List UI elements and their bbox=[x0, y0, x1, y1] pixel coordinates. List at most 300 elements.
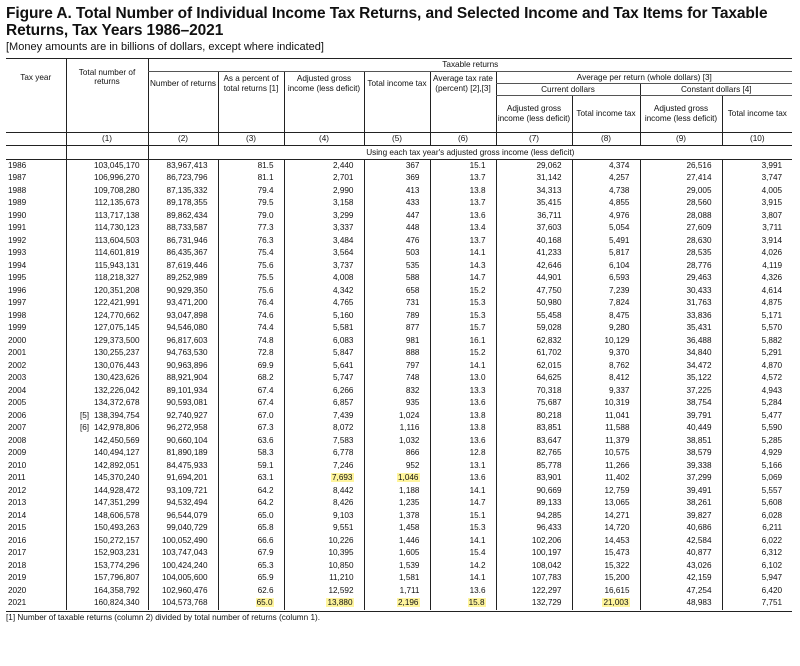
cell-value: 87,619,446 bbox=[166, 260, 208, 270]
cell-value: 144,928,472 bbox=[93, 485, 140, 495]
cell-col-5 bbox=[364, 547, 430, 560]
cell-col-9 bbox=[640, 222, 722, 235]
cell-col-1 bbox=[66, 222, 148, 235]
cell-value: 797 bbox=[405, 360, 420, 370]
cell-col-4 bbox=[284, 210, 364, 223]
cell-value: 48,983 bbox=[686, 598, 712, 607]
document-page bbox=[6, 5, 794, 622]
table-row bbox=[6, 347, 792, 360]
cell-value: 104,573,768 bbox=[161, 598, 208, 607]
cell-value: 142,892,051 bbox=[93, 460, 140, 470]
cell-col-7 bbox=[496, 522, 572, 535]
cell-value: 39,791 bbox=[686, 410, 712, 420]
cell-value: 64,625 bbox=[536, 373, 562, 382]
cell-value: 81.1 bbox=[257, 173, 274, 182]
cell-value: 13.4 bbox=[469, 223, 486, 232]
cell-col-2 bbox=[148, 235, 218, 248]
column-number: (10) bbox=[722, 132, 792, 145]
cell-value: 6,102 bbox=[761, 560, 783, 570]
cell-value: 4,374 bbox=[609, 160, 630, 170]
cell-value: 6,083 bbox=[333, 335, 354, 345]
cell-col-2 bbox=[148, 297, 218, 310]
cell-value: 26,516 bbox=[686, 160, 712, 170]
cell-value: 88,733,587 bbox=[166, 223, 208, 232]
table-row bbox=[6, 210, 792, 223]
cell-value: 130,076,443 bbox=[93, 360, 140, 370]
cell-col-7 bbox=[496, 285, 572, 298]
cell-col-9 bbox=[640, 560, 722, 573]
cell-col-10 bbox=[722, 297, 792, 310]
cell-col-4 bbox=[284, 510, 364, 523]
cell-col-1 bbox=[66, 172, 148, 185]
cell-col-5 bbox=[364, 260, 430, 273]
cell-col-3 bbox=[218, 560, 284, 573]
cell-col-6 bbox=[430, 472, 496, 485]
cell-col-4 bbox=[284, 285, 364, 298]
cell-value: 108,042 bbox=[531, 560, 562, 570]
cell-col-10 bbox=[722, 235, 792, 248]
cell-value: 9,370 bbox=[609, 348, 630, 357]
cell-col-3 bbox=[218, 460, 284, 473]
table-row bbox=[6, 485, 792, 498]
cell-tax-year: 2006 bbox=[8, 410, 27, 420]
cell-value: 13.7 bbox=[469, 173, 486, 182]
cell-value: 5,171 bbox=[761, 310, 783, 320]
cell-value: 64.2 bbox=[257, 498, 274, 507]
income-tax-table bbox=[6, 58, 792, 610]
cell-value: 94,546,080 bbox=[166, 323, 208, 332]
cell-col-2 bbox=[148, 485, 218, 498]
cell-value: 13.8 bbox=[469, 185, 486, 195]
cell-tax-year: 2004 bbox=[8, 385, 27, 395]
cell-col-9 bbox=[640, 159, 722, 172]
cell-col-5 bbox=[364, 597, 430, 610]
cell-col-8 bbox=[572, 310, 640, 323]
cell-value: 5,477 bbox=[761, 410, 783, 420]
cell-value: 4,257 bbox=[609, 173, 630, 182]
cell-value: 13.6 bbox=[469, 435, 486, 445]
cell-col-2 bbox=[148, 547, 218, 560]
cell-tax-year: 1992 bbox=[8, 235, 27, 245]
cell-tax-year: 1996 bbox=[8, 285, 27, 295]
cell-col-7 bbox=[496, 159, 572, 172]
cell-col-4 bbox=[284, 235, 364, 248]
cell-value: 1,378 bbox=[399, 510, 420, 520]
cell-value: 748 bbox=[405, 373, 420, 382]
cell-col-9 bbox=[640, 347, 722, 360]
cell-col-2 bbox=[148, 422, 218, 435]
cell-col-9 bbox=[640, 510, 722, 523]
cell-col-9 bbox=[640, 460, 722, 473]
cell-col-1 bbox=[66, 560, 148, 573]
cell-col-8 bbox=[572, 485, 640, 498]
cell-value: 535 bbox=[405, 260, 420, 270]
table-row bbox=[6, 460, 792, 473]
cell-col-5 bbox=[364, 372, 430, 385]
cell-col-7 bbox=[496, 572, 572, 585]
cell-value: 3,299 bbox=[333, 210, 354, 220]
cell-col-1 bbox=[66, 485, 148, 498]
cell-value: 2,196 bbox=[398, 598, 419, 607]
cell-col-10 bbox=[722, 322, 792, 335]
cell-col-10 bbox=[722, 210, 792, 223]
cell-value: 28,560 bbox=[686, 198, 712, 207]
cell-col-2 bbox=[148, 360, 218, 373]
cell-value: 5,641 bbox=[333, 360, 354, 370]
cell-value: 7,246 bbox=[333, 460, 354, 470]
cell-col-4 bbox=[284, 547, 364, 560]
cell-value: 10,129 bbox=[604, 335, 630, 345]
table-row bbox=[6, 335, 792, 348]
cell-value: 2,990 bbox=[333, 185, 354, 195]
cell-col-5 bbox=[364, 360, 430, 373]
cell-col-9 bbox=[640, 472, 722, 485]
cell-tax-year: 1995 bbox=[8, 273, 27, 282]
cell-col-7 bbox=[496, 547, 572, 560]
cell-tax-year: 2017 bbox=[8, 548, 27, 557]
cell-col-8 bbox=[572, 347, 640, 360]
cell-value: 112,135,673 bbox=[94, 198, 140, 207]
cell-value: 503 bbox=[405, 248, 420, 257]
cell-col-10 bbox=[722, 447, 792, 460]
cell-col-4 bbox=[284, 335, 364, 348]
cell-col-3 bbox=[218, 272, 284, 285]
cell-col-7 bbox=[496, 460, 572, 473]
cell-col-10 bbox=[722, 372, 792, 385]
cell-value: 15,200 bbox=[604, 573, 630, 582]
cell-value: 13.0 bbox=[469, 373, 486, 382]
column-number: (3) bbox=[218, 132, 284, 145]
cell-col-7 bbox=[496, 235, 572, 248]
cell-tax-year: 2010 bbox=[8, 460, 27, 470]
cell-col-10 bbox=[722, 247, 792, 260]
cell-value: 28,776 bbox=[686, 260, 712, 270]
cell-col-2 bbox=[148, 560, 218, 573]
cell-tax-year: 2021 bbox=[8, 598, 27, 607]
cell-col-1 bbox=[66, 385, 148, 398]
cell-value: 120,351,208 bbox=[93, 285, 140, 295]
table-row bbox=[6, 197, 792, 210]
cell-col-4 bbox=[284, 260, 364, 273]
cell-value: 67.4 bbox=[257, 385, 274, 395]
cell-col-2 bbox=[148, 172, 218, 185]
cell-value: 14.1 bbox=[469, 535, 486, 545]
header-constant-tax: Total income tax bbox=[722, 96, 792, 133]
cell-col-2 bbox=[148, 535, 218, 548]
table-row bbox=[6, 385, 792, 398]
cell-tax-year: 2002 bbox=[8, 360, 27, 370]
cell-value: 86,731,946 bbox=[166, 235, 208, 245]
cell-col-2 bbox=[148, 372, 218, 385]
cell-col-7 bbox=[496, 447, 572, 460]
cell-value: 145,370,240 bbox=[93, 473, 140, 482]
cell-col-8 bbox=[572, 335, 640, 348]
cell-value: 4,572 bbox=[761, 373, 783, 382]
cell-col-4 bbox=[284, 272, 364, 285]
cell-value: 94,763,530 bbox=[166, 348, 208, 357]
cell-value: 36,488 bbox=[686, 335, 712, 345]
cell-value: 6,022 bbox=[761, 535, 783, 545]
cell-value: 7,693 bbox=[332, 473, 353, 482]
cell-value: 14.1 bbox=[469, 573, 486, 582]
table-row bbox=[6, 447, 792, 460]
cell-value: 113,604,503 bbox=[94, 235, 140, 245]
cell-value: 37,603 bbox=[536, 223, 562, 232]
footnote: [1] Number of taxable returns (column 2) divided by total number of returns (column 1). bbox=[6, 611, 792, 622]
cell-col-5 bbox=[364, 235, 430, 248]
cell-col-2 bbox=[148, 497, 218, 510]
cell-value: 3,807 bbox=[761, 210, 783, 220]
cell-value: 89,252,989 bbox=[166, 273, 208, 282]
table-body bbox=[6, 159, 792, 610]
cell-col-1 bbox=[66, 372, 148, 385]
cell-value: 11,588 bbox=[605, 423, 630, 432]
table-row bbox=[6, 272, 792, 285]
cell-value: 76.3 bbox=[257, 235, 274, 245]
cell-col-2 bbox=[148, 510, 218, 523]
cell-value: 15.2 bbox=[469, 348, 486, 357]
cell-col-9 bbox=[640, 247, 722, 260]
cell-tax-year: 1999 bbox=[8, 323, 27, 332]
cell-value: 1,024 bbox=[399, 410, 420, 420]
cell-col-9 bbox=[640, 310, 722, 323]
cell-col-7 bbox=[496, 322, 572, 335]
cell-value: 1,711 bbox=[399, 585, 420, 595]
cell-tax-year: 2009 bbox=[8, 448, 27, 457]
cell-value: 90,929,350 bbox=[166, 285, 208, 295]
table-row bbox=[6, 472, 792, 485]
cell-col-3 bbox=[218, 535, 284, 548]
cell-col-2 bbox=[148, 585, 218, 598]
cell-value: 34,313 bbox=[536, 185, 562, 195]
cell-col-5 bbox=[364, 385, 430, 398]
cell-col-9 bbox=[640, 335, 722, 348]
figure-subtitle: [Money amounts are in billions of dollars, except where indicated] bbox=[6, 41, 324, 53]
cell-col-8 bbox=[572, 272, 640, 285]
cell-value: 13.6 bbox=[469, 473, 486, 482]
cell-col-7 bbox=[496, 172, 572, 185]
cell-col-8 bbox=[572, 447, 640, 460]
cell-col-4 bbox=[284, 485, 364, 498]
cell-col-7 bbox=[496, 497, 572, 510]
cell-col-2 bbox=[148, 335, 218, 348]
cell-value: 5,284 bbox=[761, 398, 783, 407]
cell-col-6 bbox=[430, 535, 496, 548]
cell-col-3 bbox=[218, 335, 284, 348]
cell-value: 6,266 bbox=[333, 385, 354, 395]
cell-col-4 bbox=[284, 247, 364, 260]
cell-value: 448 bbox=[405, 223, 420, 232]
cell-col-8 bbox=[572, 159, 640, 172]
cell-value: 102,960,476 bbox=[161, 585, 208, 595]
cell-col-6 bbox=[430, 497, 496, 510]
cell-value: 13,880 bbox=[327, 598, 353, 607]
cell-value: 3,915 bbox=[761, 198, 783, 207]
cell-col-5 bbox=[364, 210, 430, 223]
cell-value: 13.6 bbox=[469, 398, 486, 407]
cell-value: 89,101,934 bbox=[166, 385, 208, 395]
cell-value: 10,319 bbox=[604, 398, 630, 407]
cell-col-4 bbox=[284, 197, 364, 210]
cell-value: 29,463 bbox=[686, 273, 712, 282]
cell-value: 15,322 bbox=[604, 560, 630, 570]
cell-col-2 bbox=[148, 185, 218, 198]
cell-col-3 bbox=[218, 297, 284, 310]
cell-col-5 bbox=[364, 472, 430, 485]
cell-col-4 bbox=[284, 472, 364, 485]
cell-col-3 bbox=[218, 285, 284, 298]
cell-value: 70,318 bbox=[536, 385, 562, 395]
cell-col-5 bbox=[364, 535, 430, 548]
cell-col-8 bbox=[572, 510, 640, 523]
cell-value: 79.5 bbox=[257, 198, 274, 207]
cell-col-4 bbox=[284, 385, 364, 398]
cell-value: 14.7 bbox=[469, 498, 486, 507]
cell-tax-year: 2019 bbox=[8, 573, 27, 582]
cell-value: 28,535 bbox=[686, 248, 712, 257]
cell-value: 413 bbox=[405, 185, 420, 195]
cell-value: 42,646 bbox=[536, 260, 562, 270]
cell-col-3 bbox=[218, 585, 284, 598]
cell-value: 50,980 bbox=[536, 298, 562, 307]
cell-value: 39,827 bbox=[686, 510, 712, 520]
cell-value: 1,539 bbox=[399, 560, 420, 570]
cell-value: 1,032 bbox=[399, 435, 420, 445]
cell-col-8 bbox=[572, 247, 640, 260]
cell-col-7 bbox=[496, 272, 572, 285]
cell-col-3 bbox=[218, 522, 284, 535]
cell-col-4 bbox=[284, 447, 364, 460]
cell-value: 8,426 bbox=[333, 498, 354, 507]
cell-col-5 bbox=[364, 335, 430, 348]
cell-tax-year: 2005 bbox=[8, 398, 27, 407]
cell-col-9 bbox=[640, 572, 722, 585]
cell-col-7 bbox=[496, 185, 572, 198]
cell-col-10 bbox=[722, 497, 792, 510]
cell-value: 55,458 bbox=[536, 310, 562, 320]
table-row bbox=[6, 535, 792, 548]
table-row bbox=[6, 235, 792, 248]
cell-value: 88,921,904 bbox=[166, 373, 208, 382]
footnote-marker: [6] bbox=[79, 423, 90, 432]
cell-value: 164,358,792 bbox=[93, 585, 140, 595]
cell-col-1 bbox=[66, 347, 148, 360]
cell-value: 4,008 bbox=[333, 273, 354, 282]
cell-col-3 bbox=[218, 210, 284, 223]
cell-value: 5,570 bbox=[761, 323, 783, 332]
cell-value: 118,218,327 bbox=[94, 273, 140, 282]
cell-value: 7,751 bbox=[761, 598, 783, 607]
column-number: (7) bbox=[496, 132, 572, 145]
cell-value: 658 bbox=[405, 285, 420, 295]
cell-col-5 bbox=[364, 460, 430, 473]
cell-value: 3,914 bbox=[761, 235, 783, 245]
cell-col-3 bbox=[218, 422, 284, 435]
cell-value: 62,832 bbox=[536, 335, 562, 345]
cell-col-5 bbox=[364, 310, 430, 323]
cell-col-2 bbox=[148, 260, 218, 273]
cell-value: 4,614 bbox=[761, 285, 783, 295]
cell-value: 43,026 bbox=[686, 560, 712, 570]
cell-col-1 bbox=[66, 397, 148, 410]
cell-col-9 bbox=[640, 422, 722, 435]
cell-col-6 bbox=[430, 385, 496, 398]
cell-col-10 bbox=[722, 435, 792, 448]
cell-col-3 bbox=[218, 385, 284, 398]
cell-col-5 bbox=[364, 572, 430, 585]
cell-value: 11,379 bbox=[605, 435, 630, 445]
cell-col-9 bbox=[640, 185, 722, 198]
table-row bbox=[6, 260, 792, 273]
cell-value: 4,738 bbox=[609, 185, 630, 195]
cell-value: 74.8 bbox=[257, 335, 274, 345]
table-row bbox=[6, 285, 792, 298]
cell-value: 96,544,079 bbox=[166, 510, 208, 520]
cell-col-2 bbox=[148, 460, 218, 473]
cell-col-8 bbox=[572, 410, 640, 423]
cell-col-3 bbox=[218, 360, 284, 373]
cell-col-10 bbox=[722, 159, 792, 172]
cell-value: 4,765 bbox=[333, 298, 354, 307]
cell-col-2 bbox=[148, 435, 218, 448]
cell-col-9 bbox=[640, 547, 722, 560]
cell-tax-year: 2014 bbox=[8, 510, 27, 520]
cell-value: 7,824 bbox=[609, 298, 630, 307]
cell-value: 5,590 bbox=[761, 423, 783, 432]
header-tax-year: Tax year bbox=[20, 72, 52, 82]
cell-value: 83,851 bbox=[536, 423, 562, 432]
cell-value: 4,005 bbox=[761, 185, 783, 195]
cell-value: 13.3 bbox=[469, 385, 486, 395]
cell-value: 81.5 bbox=[257, 160, 274, 170]
cell-value: 6,857 bbox=[333, 398, 354, 407]
cell-value: 9,280 bbox=[609, 323, 630, 332]
cell-value: 132,226,042 bbox=[93, 385, 140, 395]
cell-col-6 bbox=[430, 572, 496, 585]
cell-col-3 bbox=[218, 397, 284, 410]
cell-col-6 bbox=[430, 272, 496, 285]
cell-value: 2,440 bbox=[333, 160, 354, 170]
cell-value: 5,817 bbox=[609, 248, 630, 257]
cell-col-6 bbox=[430, 485, 496, 498]
cell-value: 15.1 bbox=[469, 160, 486, 170]
cell-col-9 bbox=[640, 360, 722, 373]
cell-col-7 bbox=[496, 247, 572, 260]
cell-value: 87,135,332 bbox=[166, 185, 208, 195]
cell-value: 34,472 bbox=[686, 360, 712, 370]
cell-col-7 bbox=[496, 310, 572, 323]
header-agi: Adjusted gross income (less deficit) bbox=[284, 72, 364, 96]
cell-value: 5,291 bbox=[761, 348, 783, 357]
cell-col-4 bbox=[284, 159, 364, 172]
cell-col-4 bbox=[284, 185, 364, 198]
cell-col-2 bbox=[148, 247, 218, 260]
cell-col-7 bbox=[496, 585, 572, 598]
cell-col-1 bbox=[66, 197, 148, 210]
cell-value: 94,285 bbox=[536, 510, 562, 520]
cell-value: 38,579 bbox=[686, 448, 712, 457]
cell-tax-year: 1991 bbox=[8, 223, 27, 232]
cell-col-8 bbox=[572, 497, 640, 510]
cell-value: 4,326 bbox=[761, 273, 783, 282]
header-total-tax: Total income tax bbox=[364, 72, 430, 96]
cell-value: 6,593 bbox=[609, 273, 630, 282]
cell-col-1 bbox=[66, 297, 148, 310]
cell-col-6 bbox=[430, 597, 496, 610]
cell-value: 89,862,434 bbox=[166, 210, 208, 220]
cell-value: 90,660,104 bbox=[166, 435, 208, 445]
cell-value: 67.4 bbox=[257, 398, 274, 407]
